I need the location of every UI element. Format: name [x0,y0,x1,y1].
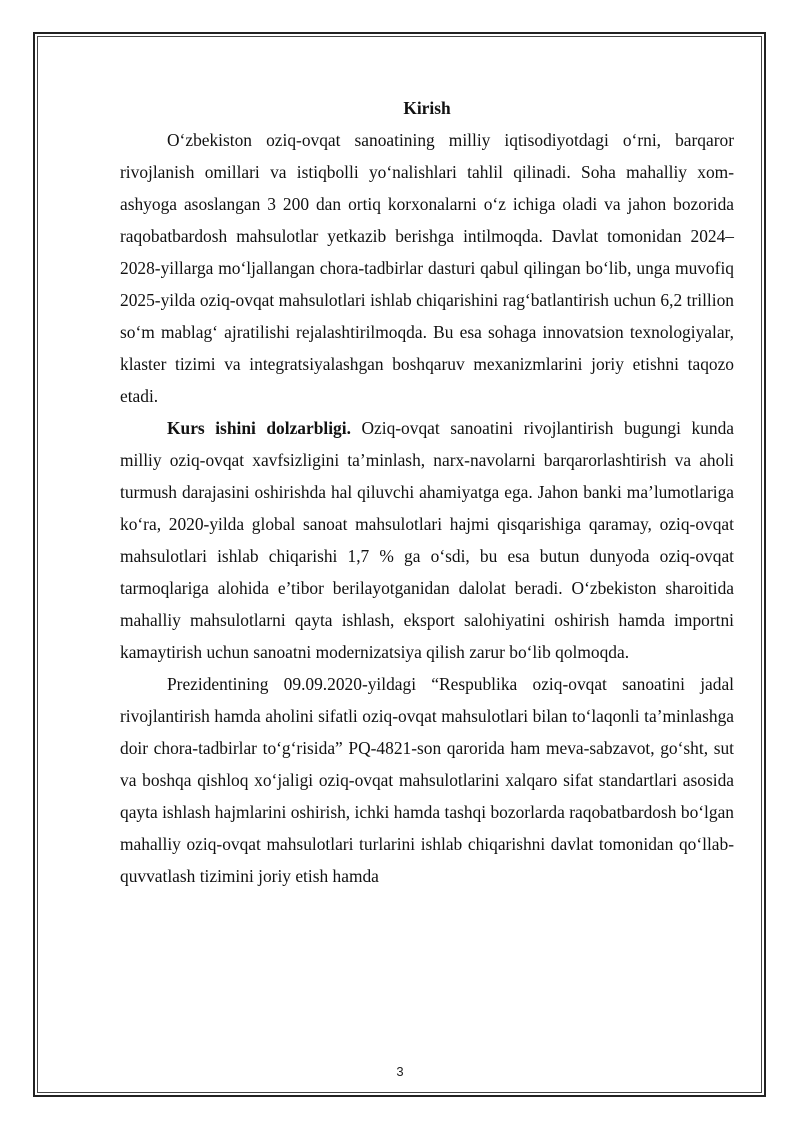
paragraph-relevance-lead: Kurs ishini dolzarbligi. [167,418,351,438]
paragraph-relevance [120,412,734,668]
section-heading: Kirish [403,98,451,118]
paragraph-decree [120,668,734,892]
document-body [120,92,734,892]
page-number: 3 [396,1064,404,1079]
paragraph-intro [120,124,734,412]
paragraph-intro-text: O‘zbekiston oziq-ovqat sanoatining milliy iqtisodiyotdagi o‘rni, barqaror rivojlanish omillari va istiqbolli yo‘nalishlari tahlil qilinadi. Soha mahalliy xom-ashyoga asoslangan 3 200 dan ortiq korxonalarni o‘z ichiga oladi va jahon bozorida raqobatbardosh mahsulotlar yetkazib berishga intilmoqda. Davlat tomonidan 2024–2028-yillarga mo‘ljallangan chora-tadbirlar dasturi qabul qilingan bo‘lib, unga muvofiq 2025-yilda oziq-ovqat mahsulotlari ishlab chiqarishini rag‘batlantirish uchun 6,2 trillion so‘m mablag‘ ajratilishi rejalashtirilmoqda. Bu esa sohaga innovatsion texnologiyalar, klaster tizimi va integratsiyalashgan boshqaruv mexanizmlarini joriy etishni taqozo etadi. [120,130,734,406]
paragraph-decree-text: Prezidentining 09.09.2020-yildagi “Respublika oziq-ovqat sanoatini jadal rivojlantirish hamda aholini sifatli oziq-ovqat mahsulotlari bilan to‘laqonli ta’minlashga doir chora-tadbirlar to‘g‘risida” PQ-4821-son qarorida ham meva-sabzavot, go‘sht, sut va boshqa qishloq xo‘jaligi oziq-ovqat mahsulotlarini xalqaro sifat standartlari asosida qayta ishlash hajmlarini oshirish, ichki hamda tashqi bozorlarda raqobatbardosh bo‘lgan mahalliy oziq-ovqat mahsulotlari turlarini ishlab chiqarishni davlat tomonidan qo‘llab-quvvatlash tizimini joriy etish hamda [120,674,734,886]
paragraph-relevance-text: Oziq-ovqat sanoatini rivojlantirish bugungi kunda milliy oziq-ovqat xavfsizligini ta’minlash, narx-navolarni barqarorlashtirish va aholi turmush darajasini oshirishda hal qiluvchi ahamiyatga ega. Jahon banki ma’lumotlariga ko‘ra, 2020-yilda global sanoat mahsulotlari hajmi qisqarishiga qaramay, oziq-ovqat mahsulotlari ishlab chiqarishi 1,7 % ga o‘sdi, bu esa butun dunyoda oziq-ovqat tarmoqlariga alohida e’tibor berilayotganidan dalolat beradi. O‘zbekiston sharoitida mahalliy mahsulotlarni qayta ishlash, eksport salohiyatini oshirish hamda importni kamaytirish uchun sanoatni modernizatsiya qilish zarur bo‘lib qolmoqda. [120,418,734,662]
